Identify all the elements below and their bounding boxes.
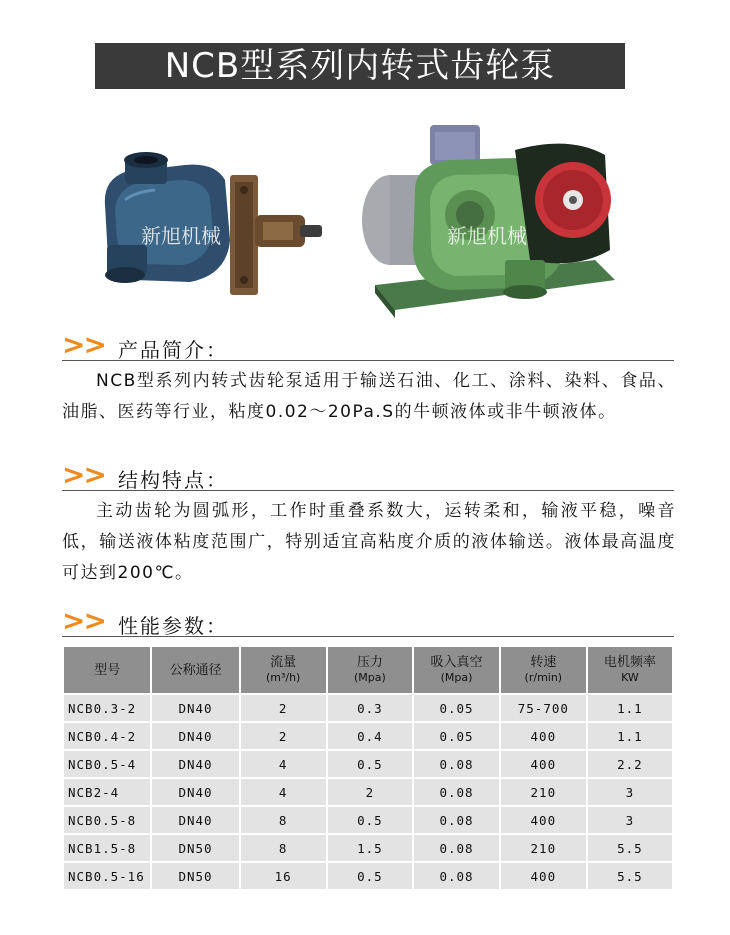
table-cell: 1.5 <box>328 835 413 861</box>
features-heading <box>62 458 674 492</box>
table-cell: 8 <box>241 835 326 861</box>
header-main: 型号 <box>94 662 121 678</box>
intro-heading-label: 产品简介： <box>118 338 228 362</box>
header-main: 流量 <box>270 655 297 670</box>
double-chevron-icon: >> <box>62 458 105 491</box>
table-cell: NCB0.5-4 <box>64 751 150 777</box>
features-heading-label: 结构特点： <box>118 468 228 492</box>
table-cell: 3 <box>588 807 672 833</box>
table-row <box>64 835 672 861</box>
table-cell: 400 <box>501 863 586 889</box>
table-cell: DN40 <box>152 723 238 749</box>
table-row <box>64 751 672 777</box>
features-text: 主动齿轮为圆弧形，工作时重叠系数大，运转柔和，输液平稳，噪音低，输送液体粘度范围广，特别适宜高粘度介质的液体输送。液体最高温度可达到200℃。 <box>62 501 676 583</box>
table-row <box>64 695 672 721</box>
header-main: 公称通径 <box>169 662 222 678</box>
double-chevron-icon: >> <box>62 604 105 637</box>
table-cell: 0.5 <box>328 751 413 777</box>
table-row <box>64 723 672 749</box>
small-pump-illustration <box>95 110 325 320</box>
pump-set-photo <box>355 110 625 320</box>
table-row <box>64 807 672 833</box>
table-cell: 1.1 <box>588 695 672 721</box>
table-cell: 400 <box>501 751 586 777</box>
performance-heading <box>62 604 674 638</box>
header-flow <box>241 647 326 693</box>
table-cell: 0.4 <box>328 723 413 749</box>
table-cell: DN50 <box>152 835 238 861</box>
table-cell: 4 <box>241 779 326 805</box>
table-cell: NCB0.5-16 <box>64 863 150 889</box>
performance-heading-label: 性能参数： <box>118 614 228 638</box>
header-speed <box>501 647 586 693</box>
table-cell: 0.08 <box>414 779 499 805</box>
table-cell: DN50 <box>152 863 238 889</box>
table-cell: 2 <box>241 723 326 749</box>
table-cell: NCB2-4 <box>64 779 150 805</box>
header-unit: (r/min) <box>524 671 563 684</box>
table-cell: DN40 <box>152 695 238 721</box>
table-cell: DN40 <box>152 751 238 777</box>
table-cell: 400 <box>501 723 586 749</box>
table-cell: 0.08 <box>414 863 499 889</box>
header-model <box>64 647 150 693</box>
table-cell: 75-700 <box>501 695 586 721</box>
table-cell: 8 <box>241 807 326 833</box>
table-cell: 0.05 <box>414 695 499 721</box>
header-suction-vacuum <box>414 647 499 693</box>
watermark-left: 新旭机械 <box>141 224 221 248</box>
intro-text: NCB型系列内转式齿轮泵适用于输送石油、化工、涂料、染料、食品、油脂、医药等行业，粘度0.02～20Pa.S的牛顿液体或非牛顿液体。 <box>62 371 676 422</box>
table-cell: 0.05 <box>414 723 499 749</box>
intro-heading <box>62 328 674 362</box>
table-cell: 5.5 <box>588 863 672 889</box>
table-cell: 0.3 <box>328 695 413 721</box>
table-cell: DN40 <box>152 779 238 805</box>
table-cell: 2 <box>328 779 413 805</box>
table-cell: 2.2 <box>588 751 672 777</box>
table-row <box>64 863 672 889</box>
table-cell: NCB0.5-8 <box>64 807 150 833</box>
header-unit: KW <box>621 671 639 684</box>
table-cell: 0.5 <box>328 863 413 889</box>
header-main: 吸入真空 <box>430 655 483 670</box>
table-cell: NCB0.3-2 <box>64 695 150 721</box>
table-cell: 400 <box>501 807 586 833</box>
page-title: NCB型系列内转式齿轮泵 <box>95 43 625 89</box>
header-motor-power <box>588 647 672 693</box>
table-cell: 0.08 <box>414 835 499 861</box>
header-nominal-diameter <box>152 647 238 693</box>
table-cell: DN40 <box>152 807 238 833</box>
header-main: 电机频率 <box>603 655 656 670</box>
table-cell: 2 <box>241 695 326 721</box>
table-cell: 210 <box>501 779 586 805</box>
table-cell: 0.08 <box>414 751 499 777</box>
header-main: 压力 <box>356 655 383 670</box>
header-unit: (m³/h) <box>265 671 301 684</box>
double-chevron-icon: >> <box>62 328 105 361</box>
header-unit: (Mpa) <box>353 671 386 684</box>
table-cell: 0.5 <box>328 807 413 833</box>
table-cell: 0.08 <box>414 807 499 833</box>
table-cell: 16 <box>241 863 326 889</box>
table-header-row <box>64 647 672 693</box>
table-row <box>64 779 672 805</box>
header-main: 转速 <box>530 655 557 670</box>
header-unit: (Mpa) <box>440 671 473 684</box>
table-cell: NCB1.5-8 <box>64 835 150 861</box>
table-cell: 1.1 <box>588 723 672 749</box>
pump-set-illustration <box>355 110 625 320</box>
watermark-right: 新旭机械 <box>447 224 527 248</box>
table-cell: NCB0.4-2 <box>64 723 150 749</box>
performance-table <box>62 645 674 891</box>
table-cell: 210 <box>501 835 586 861</box>
small-pump-photo <box>95 110 325 320</box>
table-cell: 4 <box>241 751 326 777</box>
table-cell: 5.5 <box>588 835 672 861</box>
table-cell: 3 <box>588 779 672 805</box>
header-pressure <box>328 647 413 693</box>
